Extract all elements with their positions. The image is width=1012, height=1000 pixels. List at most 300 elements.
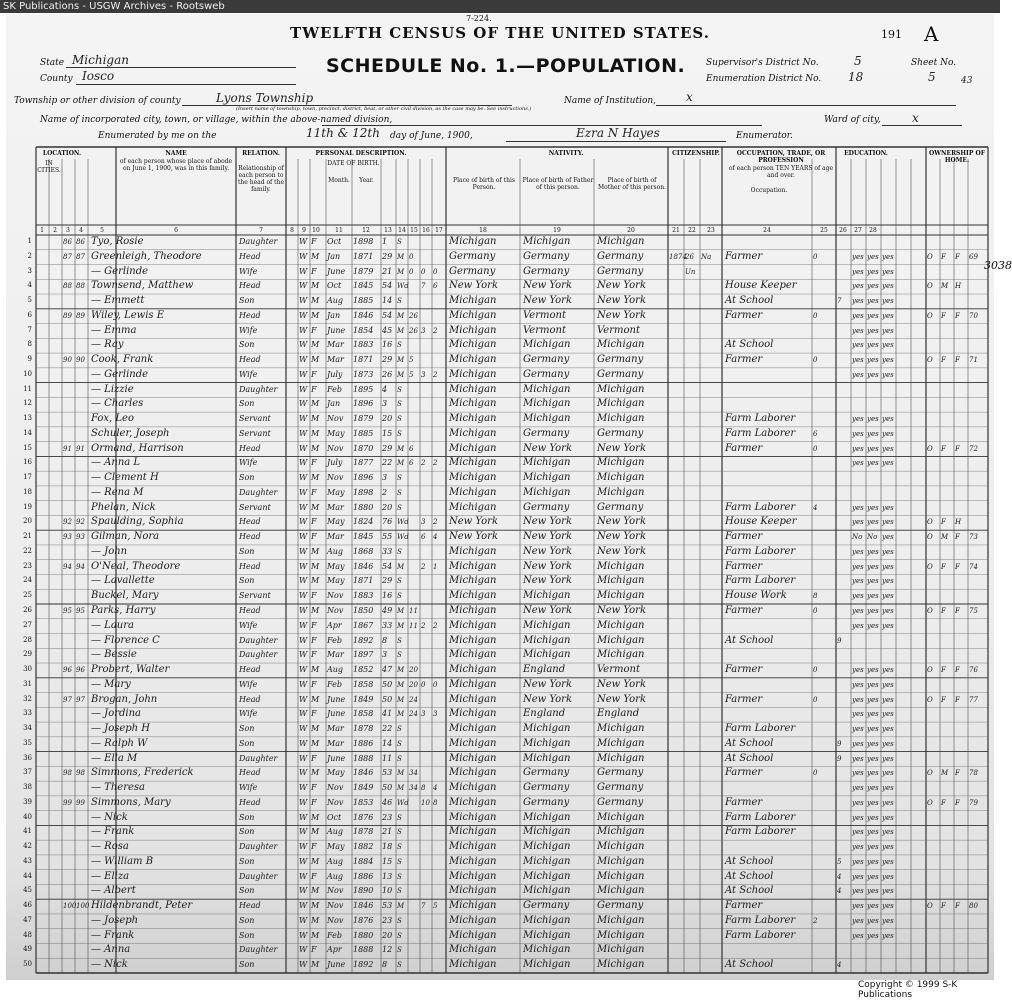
column-number: 10 bbox=[312, 227, 320, 234]
table-cell-r: yes bbox=[852, 562, 864, 571]
table-cell-c: W bbox=[299, 546, 308, 556]
table-cell-bp: Michigan bbox=[449, 560, 497, 572]
table-cell-occ: Farm Laborer bbox=[725, 811, 796, 823]
table-cell-ym: 34 bbox=[409, 769, 418, 778]
table-cell-m: Aug bbox=[327, 665, 344, 675]
table-cell-ms: Wd bbox=[397, 282, 409, 291]
table-cell-bf: Michigan bbox=[523, 841, 571, 853]
table-cell-bp: Michigan bbox=[449, 427, 497, 439]
township-value: Lyons Township bbox=[216, 91, 314, 105]
table-cell-bf: Germany bbox=[523, 354, 570, 366]
row-number: 43 bbox=[23, 856, 32, 865]
col-place-mother: Place of birth of Mother of this person. bbox=[597, 177, 666, 191]
table-cell-ms: S bbox=[397, 725, 402, 734]
row-number: 37 bbox=[23, 768, 32, 777]
table-cell-ms: S bbox=[397, 415, 402, 424]
table-cell-name: — Theresa bbox=[91, 782, 145, 794]
table-cell-w: yes bbox=[867, 592, 879, 601]
table-cell-r: yes bbox=[852, 370, 864, 379]
table-cell-r: yes bbox=[852, 916, 864, 925]
table-cell-s: F bbox=[311, 797, 317, 807]
table-cell-ms: S bbox=[397, 946, 402, 955]
table-cell-bf: New York bbox=[523, 531, 572, 543]
table-cell-ms: Wd bbox=[397, 518, 409, 527]
table-cell-y: 1879 bbox=[353, 266, 374, 276]
table-cell-name: — Florence C bbox=[91, 634, 160, 646]
table-cell-e: yes bbox=[882, 518, 894, 527]
table-cell-c: W bbox=[299, 576, 308, 586]
table-cell-mne: 0 bbox=[813, 252, 818, 261]
table-cell-name: — Lizzie bbox=[91, 383, 134, 395]
table-cell-age: 18 bbox=[382, 842, 393, 852]
table-cell-r: yes bbox=[852, 429, 864, 438]
table-cell-c: W bbox=[299, 517, 308, 527]
table-cell-w: yes bbox=[867, 370, 879, 379]
row-number: 4 bbox=[27, 281, 32, 290]
table-cell-rel: Son bbox=[239, 399, 255, 409]
table-cell-ms: M bbox=[397, 784, 405, 793]
table-cell-c: W bbox=[299, 753, 308, 763]
ward-value: x bbox=[912, 111, 919, 125]
table-cell-y: 1867 bbox=[353, 620, 374, 630]
col-occupation-desc: of each person TEN YEARS of age and over. bbox=[728, 165, 834, 179]
table-cell-fs: 75 bbox=[969, 607, 978, 615]
table-cell-name: Spaulding, Sophia bbox=[91, 516, 184, 528]
table-cell-sch: 9 bbox=[837, 636, 842, 645]
table-cell-w: yes bbox=[867, 459, 879, 468]
table-cell-ms: S bbox=[397, 961, 402, 970]
table-cell-rel: Wife bbox=[239, 266, 258, 276]
table-cell-c: W bbox=[299, 783, 308, 793]
form-number: 7-224. bbox=[466, 14, 492, 23]
table-cell-bf: Michigan bbox=[523, 914, 571, 926]
table-cell-bf: Germany bbox=[523, 767, 570, 779]
table-cell-bp: Michigan bbox=[449, 354, 497, 366]
table-cell-age: 14 bbox=[382, 738, 393, 748]
table-cell-fh: F bbox=[955, 607, 960, 615]
table-cell-age: 20 bbox=[382, 930, 393, 940]
table-cell-bp: Michigan bbox=[449, 457, 497, 469]
table-cell-fm: F bbox=[941, 798, 946, 807]
table-cell-bp: Michigan bbox=[449, 826, 497, 838]
table-cell-y: 1880 bbox=[353, 930, 374, 940]
table-cell-ym: 6 bbox=[409, 444, 414, 453]
table-cell-bp: Michigan bbox=[449, 693, 497, 705]
table-cell-m: Mar bbox=[327, 650, 344, 660]
table-cell-name: — Emmett bbox=[91, 295, 145, 307]
table-cell-y: 1883 bbox=[353, 340, 374, 350]
table-cell-fh: F bbox=[955, 666, 960, 675]
table-cell-d: 98 bbox=[63, 769, 72, 778]
col-location: LOCATION. bbox=[42, 150, 82, 157]
table-cell-age: 10 bbox=[382, 886, 393, 896]
table-cell-e: yes bbox=[882, 725, 894, 734]
table-cell-bp: Michigan bbox=[449, 383, 497, 395]
table-cell-ms: M bbox=[397, 607, 405, 615]
table-cell-o: O bbox=[927, 902, 933, 911]
schedule-title: SCHEDULE No. 1.—POPULATION. bbox=[326, 55, 686, 77]
table-cell-w: yes bbox=[867, 725, 879, 734]
table-cell-m: Oct bbox=[327, 281, 342, 291]
table-cell-rel: Son bbox=[239, 546, 255, 556]
table-cell-c: W bbox=[299, 768, 308, 778]
table-cell-rel: Daughter bbox=[239, 753, 278, 763]
row-number: 45 bbox=[23, 886, 32, 895]
table-cell-w: yes bbox=[867, 562, 879, 571]
table-cell-occ: Farmer bbox=[725, 354, 763, 366]
table-cell-bf: Michigan bbox=[523, 752, 571, 764]
table-cell-bm: New York bbox=[597, 531, 646, 543]
table-cell-y: 1883 bbox=[353, 591, 374, 601]
column-number: 3 bbox=[66, 227, 70, 234]
table-cell-c: W bbox=[299, 251, 308, 261]
table-cell-bf: New York bbox=[523, 560, 572, 572]
table-cell-bf: Michigan bbox=[523, 383, 571, 395]
table-cell-e: yes bbox=[882, 341, 894, 350]
table-cell-y: 1896 bbox=[353, 473, 374, 483]
table-cell-bm: Michigan bbox=[597, 634, 645, 646]
table-cell-ym: 5 bbox=[409, 356, 414, 365]
table-cell-m: June bbox=[327, 753, 346, 763]
table-cell-age: 8 bbox=[382, 635, 388, 645]
table-cell-m: Aug bbox=[327, 827, 344, 837]
table-cell-y: 1884 bbox=[353, 856, 374, 866]
table-cell-yrs: 26 bbox=[685, 252, 694, 261]
table-cell-m: Feb bbox=[327, 679, 342, 689]
table-cell-yrs: Un bbox=[685, 267, 696, 276]
population-table bbox=[23, 147, 988, 973]
table-cell-age: 47 bbox=[382, 665, 393, 675]
table-cell-y: 1846 bbox=[353, 561, 374, 571]
table-cell-m: May bbox=[327, 517, 345, 527]
row-number: 3 bbox=[27, 266, 32, 275]
table-cell-age: 54 bbox=[382, 561, 393, 571]
table-cell-ym: 24 bbox=[409, 710, 418, 719]
table-cell-bf: New York bbox=[523, 605, 572, 616]
table-cell-bf: Michigan bbox=[523, 723, 571, 735]
table-cell-fm: F bbox=[941, 444, 946, 453]
table-cell-e: yes bbox=[882, 739, 894, 748]
table-cell-e: yes bbox=[882, 562, 894, 571]
table-cell-c: W bbox=[299, 606, 308, 615]
table-cell-m: Oct bbox=[327, 237, 342, 246]
table-cell-ms: S bbox=[397, 429, 402, 438]
table-cell-name: Cook, Frank bbox=[91, 354, 154, 366]
table-cell-bm: Germany bbox=[597, 767, 644, 779]
table-cell-bp: New York bbox=[449, 531, 498, 543]
table-cell-age: 21 bbox=[382, 266, 393, 276]
row-number: 6 bbox=[27, 310, 32, 319]
table-cell-bp: Michigan bbox=[449, 295, 497, 307]
table-cell-w: yes bbox=[867, 326, 879, 335]
row-number: 32 bbox=[23, 694, 32, 703]
table-cell-m: Nov bbox=[327, 473, 344, 483]
row-number: 1 bbox=[27, 237, 32, 245]
table-cell-cl: 5 bbox=[433, 902, 438, 911]
table-cell-rel: Head bbox=[239, 251, 261, 261]
table-cell-r: yes bbox=[852, 592, 864, 601]
table-cell-bm: Germany bbox=[597, 501, 644, 513]
table-cell-sch: 7 bbox=[837, 297, 842, 306]
table-cell-fs: 77 bbox=[969, 695, 978, 704]
row-number: 23 bbox=[23, 561, 32, 570]
col-birth: DATE OF BIRTH. bbox=[327, 160, 380, 167]
table-cell-occ: At School bbox=[725, 870, 774, 882]
table-cell-y: 1854 bbox=[353, 325, 374, 335]
column-number: 1 bbox=[40, 227, 44, 234]
table-cell-bm: Vermont bbox=[597, 324, 640, 336]
table-cell-bm: Michigan bbox=[597, 413, 645, 425]
table-cell-f: 98 bbox=[76, 769, 85, 778]
table-cell-r: yes bbox=[852, 769, 864, 778]
table-cell-name: Wiley, Lewis E bbox=[91, 309, 165, 321]
table-cell-name: — John bbox=[91, 545, 128, 557]
supervisor-value: 5 bbox=[854, 54, 862, 68]
table-cell-f: 99 bbox=[76, 798, 85, 807]
table-cell-bp: Michigan bbox=[449, 929, 497, 941]
table-cell-w: yes bbox=[867, 916, 879, 925]
table-cell-s: F bbox=[311, 532, 317, 542]
table-cell-e: yes bbox=[882, 311, 894, 320]
table-cell-ms: M bbox=[397, 311, 405, 320]
table-cell-age: 53 bbox=[382, 768, 393, 778]
table-cell-bm: Michigan bbox=[597, 457, 645, 469]
table-cell-name: Greenleigh, Theodore bbox=[91, 250, 202, 262]
table-cell-o: O bbox=[927, 444, 933, 453]
table-cell-bm: Michigan bbox=[597, 855, 645, 867]
table-cell-s: M bbox=[311, 901, 320, 911]
table-cell-age: 21 bbox=[382, 827, 393, 837]
table-cell-name: — Ralph W bbox=[91, 737, 148, 749]
institution-label: Name of Institution, bbox=[564, 96, 657, 106]
table-cell-occ: Farmer bbox=[725, 250, 763, 262]
table-cell-w: yes bbox=[867, 341, 879, 350]
table-cell-o: O bbox=[927, 533, 933, 542]
table-cell-bf: Vermont bbox=[523, 309, 566, 321]
table-cell-fm: F bbox=[941, 518, 946, 527]
table-cell-c: W bbox=[299, 266, 308, 276]
table-cell-bf: Vermont bbox=[523, 324, 566, 336]
table-cell-y: 1886 bbox=[353, 871, 374, 881]
table-cell-bm: Michigan bbox=[597, 723, 645, 735]
table-cell-name: Probert, Walter bbox=[91, 664, 170, 676]
enumerated-label-1: Enumerated by me on the bbox=[98, 131, 217, 141]
table-cell-cl: 2 bbox=[433, 326, 438, 335]
table-cell-bf: Germany bbox=[523, 250, 570, 262]
table-cell-bp: New York bbox=[449, 516, 498, 528]
table-cell-bp: Michigan bbox=[449, 398, 497, 410]
table-cell-r: yes bbox=[852, 798, 864, 807]
table-cell-ms: S bbox=[397, 547, 402, 556]
column-number: 18 bbox=[479, 227, 487, 234]
table-cell-d: 96 bbox=[63, 666, 72, 675]
table-cell-y: 1853 bbox=[353, 797, 374, 807]
table-cell-age: 11 bbox=[382, 753, 393, 763]
table-cell-bm: Michigan bbox=[597, 737, 645, 749]
table-cell-f: 100 bbox=[76, 902, 90, 911]
table-cell-y: 1895 bbox=[353, 384, 374, 394]
table-cell-rel: Son bbox=[239, 812, 255, 822]
table-cell-bm: Michigan bbox=[597, 870, 645, 882]
table-cell-name: — Anna bbox=[91, 944, 131, 956]
table-cell-bp: Michigan bbox=[449, 236, 497, 247]
table-cell-bm: Michigan bbox=[597, 649, 645, 661]
table-cell-y: 1888 bbox=[353, 945, 374, 955]
table-cell-name: — Nick bbox=[91, 959, 128, 971]
row-number: 12 bbox=[23, 399, 32, 408]
table-cell-y: 1852 bbox=[353, 665, 374, 675]
table-cell-w: yes bbox=[867, 798, 879, 807]
table-cell-ms: Wd bbox=[397, 798, 409, 807]
table-cell-age: 4 bbox=[382, 384, 388, 394]
enumerated-days: 11th & 12th bbox=[306, 126, 380, 140]
table-cell-d: 97 bbox=[63, 695, 72, 704]
table-cell-ym: 11 bbox=[409, 621, 418, 630]
table-cell-s: M bbox=[311, 473, 320, 483]
row-number: 15 bbox=[23, 443, 32, 452]
table-cell-m: Aug bbox=[327, 546, 344, 556]
table-cell-ym: 5 bbox=[409, 370, 414, 379]
table-cell-rel: Head bbox=[239, 517, 261, 527]
table-cell-s: M bbox=[311, 915, 320, 925]
table-cell-bp: Michigan bbox=[449, 944, 497, 956]
table-cell-c: W bbox=[299, 886, 308, 896]
table-cell-ms: S bbox=[397, 651, 402, 660]
census-title: TWELFTH CENSUS OF THE UNITED STATES. bbox=[290, 24, 710, 42]
table-cell-c: W bbox=[299, 827, 308, 837]
table-cell-s: M bbox=[311, 886, 320, 896]
table-cell-bm: New York bbox=[597, 516, 646, 528]
table-cell-m: Aug bbox=[327, 871, 344, 881]
table-cell-ms: M bbox=[397, 444, 405, 453]
table-cell-fm: F bbox=[941, 902, 946, 911]
table-cell-age: 45 bbox=[382, 325, 393, 335]
table-cell-c: W bbox=[299, 325, 308, 335]
column-number: 16 bbox=[422, 227, 430, 234]
table-cell-o: O bbox=[927, 769, 933, 778]
row-number: 19 bbox=[23, 502, 32, 511]
table-cell-bm: Michigan bbox=[597, 841, 645, 853]
col-relation-desc: Relationship of each person to the head of the family. bbox=[237, 165, 285, 193]
table-cell-fh: F bbox=[955, 695, 960, 704]
table-cell-ms: M bbox=[397, 666, 405, 675]
table-cell-s: M bbox=[311, 310, 320, 320]
column-number: 15 bbox=[410, 227, 418, 234]
table-cell-name: Brogan, John bbox=[91, 693, 158, 705]
table-cell-fh: F bbox=[955, 769, 960, 778]
table-cell-s: M bbox=[311, 443, 320, 453]
table-cell-e: yes bbox=[882, 769, 894, 778]
table-cell-fh: F bbox=[955, 562, 960, 571]
table-cell-c: W bbox=[299, 738, 308, 748]
table-cell-w: yes bbox=[867, 666, 879, 675]
table-cell-w: yes bbox=[867, 607, 879, 615]
table-cell-ms: M bbox=[397, 769, 405, 778]
county-label: County bbox=[40, 74, 73, 84]
table-cell-rel: Head bbox=[239, 561, 261, 571]
table-cell-r: yes bbox=[852, 459, 864, 468]
table-cell-age: 29 bbox=[382, 443, 393, 453]
table-cell-occ: Farm Laborer bbox=[725, 826, 796, 838]
table-cell-c: W bbox=[299, 694, 308, 704]
table-cell-mne: 0 bbox=[813, 444, 818, 453]
column-number: 19 bbox=[553, 227, 561, 234]
table-cell-ms: S bbox=[397, 931, 402, 940]
table-cell-e: yes bbox=[882, 444, 894, 453]
table-cell-mo: 2 bbox=[421, 562, 426, 571]
table-cell-mo: 3 bbox=[421, 326, 426, 335]
table-cell-fm: F bbox=[941, 356, 946, 365]
table-cell-e: yes bbox=[882, 902, 894, 911]
row-number: 33 bbox=[23, 709, 32, 718]
table-cell-y: 1846 bbox=[353, 768, 374, 778]
table-cell-y: 1871 bbox=[353, 251, 374, 261]
table-cell-occ: Farm Laborer bbox=[725, 575, 796, 587]
table-cell-age: 13 bbox=[382, 871, 393, 881]
table-cell-age: 20 bbox=[382, 502, 393, 512]
table-cell-mo: 3 bbox=[421, 518, 426, 527]
table-cell-r: yes bbox=[852, 341, 864, 350]
table-cell-m: Feb bbox=[327, 635, 342, 645]
column-number: 22 bbox=[688, 227, 696, 234]
table-cell-bf: Michigan bbox=[523, 236, 571, 247]
table-cell-bp: Michigan bbox=[449, 664, 497, 676]
table-cell-cl: 0 bbox=[433, 267, 438, 276]
table-cell-mo: 2 bbox=[421, 459, 426, 468]
table-cell-age: 46 bbox=[382, 797, 393, 807]
table-cell-fh: F bbox=[955, 798, 960, 807]
table-cell-bf: Michigan bbox=[523, 649, 571, 661]
table-cell-y: 1885 bbox=[353, 428, 374, 438]
table-cell-y: 1873 bbox=[353, 369, 374, 379]
column-number: 9 bbox=[302, 227, 306, 234]
table-cell-ms: S bbox=[397, 739, 402, 748]
table-cell-age: 33 bbox=[382, 546, 393, 556]
table-cell-m: Aug bbox=[327, 856, 344, 866]
table-cell-name: Schuler, Joseph bbox=[91, 427, 170, 439]
table-cell-ms: M bbox=[397, 902, 405, 911]
table-cell-rel: Son bbox=[239, 856, 255, 866]
table-cell-w: yes bbox=[867, 902, 879, 911]
table-cell-c: W bbox=[299, 561, 308, 571]
table-cell-bm: New York bbox=[597, 309, 646, 321]
table-cell-m: May bbox=[327, 768, 345, 778]
table-cell-m: Jan bbox=[327, 251, 341, 261]
table-cell-age: 50 bbox=[382, 679, 393, 689]
table-cell-name: Fox, Leo bbox=[91, 413, 134, 425]
table-cell-fs: 70 bbox=[969, 311, 978, 320]
table-cell-occ: Farm Laborer bbox=[725, 914, 796, 926]
table-cell-bp: Michigan bbox=[449, 737, 497, 749]
row-number: 40 bbox=[23, 812, 32, 821]
table-cell-bp: Michigan bbox=[449, 575, 497, 587]
table-cell-cl: 6 bbox=[433, 282, 438, 291]
table-cell-c: W bbox=[299, 428, 308, 438]
table-cell-c: W bbox=[299, 901, 308, 911]
table-cell-m: Mar bbox=[327, 738, 344, 748]
table-cell-rel: Son bbox=[239, 473, 255, 483]
table-cell-age: 50 bbox=[382, 694, 393, 704]
table-cell-age: 54 bbox=[382, 281, 393, 291]
table-cell-r: yes bbox=[852, 725, 864, 734]
table-cell-sch: 9 bbox=[837, 739, 842, 748]
table-cell-r: yes bbox=[852, 843, 864, 852]
table-cell-bf: Germany bbox=[523, 368, 570, 380]
table-cell-o: O bbox=[927, 562, 933, 571]
table-cell-y: 1890 bbox=[353, 886, 374, 896]
institution-value: x bbox=[686, 90, 693, 104]
row-number: 14 bbox=[23, 428, 32, 437]
